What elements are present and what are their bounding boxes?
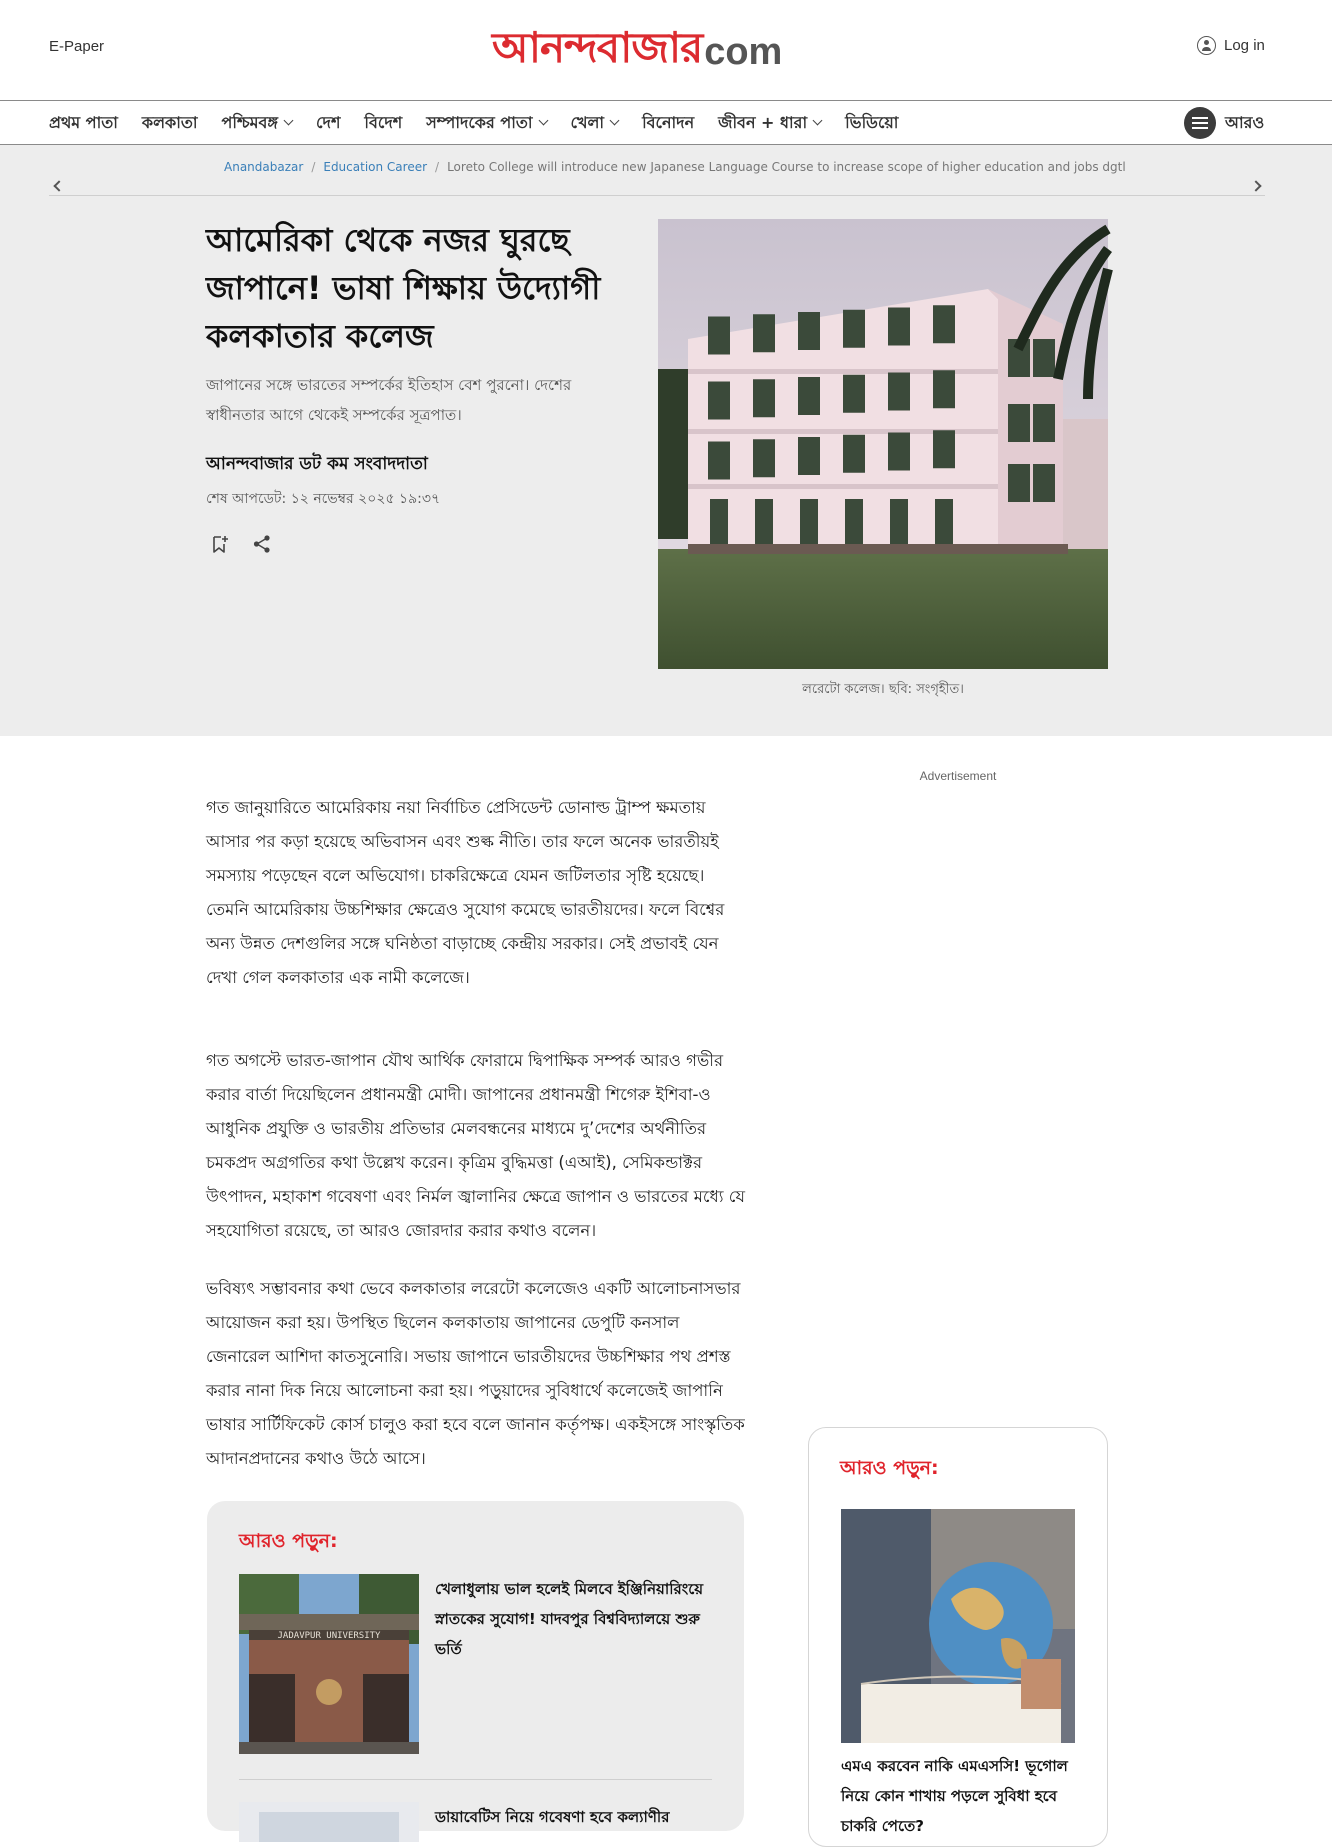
main-nav	[0, 101, 1332, 145]
nav-item[interactable]	[571, 110, 619, 137]
read-more-thumbnail[interactable]	[239, 1574, 419, 1754]
chevron-down-icon	[538, 116, 548, 126]
sidebar-read-more-title: আরও পড়ুন:	[840, 1457, 939, 1479]
scroll-left-icon[interactable]	[53, 180, 64, 191]
nav-item-label: ভিডিয়ো	[845, 112, 899, 132]
nav-item[interactable]	[222, 110, 293, 137]
breadcrumb-current: Loreto College will introduce new Japanese Language Course to increase scope of higher education and jobs dgtl	[447, 160, 1126, 174]
nav-item[interactable]	[642, 110, 694, 137]
sidebar-read-more	[808, 1427, 1108, 1847]
read-more-box	[207, 1501, 744, 1831]
article-hero	[0, 145, 1332, 736]
share-icon[interactable]	[252, 534, 272, 554]
article-paragraph: গত জানুয়ারিতে আমেরিকায় নয়া নির্বাচিত প্রেসিডেন্ট ডোনাল্ড ট্রাম্প ক্ষমতায় আসার পর কড়া হয়েছে অভিবাসন এবং শুল্ক নীতি। তার ফলে অনেক ভারতীয়ই সমস্যায় পড়েছেন বলে অভিযোগ। চাকরিক্ষেত্রে যেমন জটিলতার সৃষ্টি হয়েছে। তেমনি আমেরিকায় উচ্চশিক্ষার ক্ষেত্রেও সুযোগ কমেছে ভারতীয়দের। ফলে বিশ্বের অন্য উন্নত দেশগুলির সঙ্গে ঘনিষ্ঠতা বাড়াচ্ছে কেন্দ্রীয় সরকার। সেই প্রভাবই যেন দেখা গেল কলকাতার এক নামী কলেজে।	[206, 798, 725, 987]
image-caption: লরেটো কলেজ। ছবি: সংগৃহীত।	[802, 682, 964, 697]
nav-item[interactable]	[845, 110, 898, 137]
login-label: Log in	[1224, 37, 1265, 54]
read-more-item[interactable]	[239, 1802, 714, 1842]
bookmark-icon[interactable]	[210, 534, 230, 554]
nav-item[interactable]	[49, 110, 118, 137]
thumbnail-sign-text: JADAVPUR UNIVERSITY	[277, 1631, 381, 1641]
breadcrumb-section[interactable]: Education Career	[323, 160, 428, 174]
nav-item-label: সম্পাদকের পাতা	[426, 112, 533, 132]
article-main-image[interactable]	[658, 219, 1108, 669]
article-paragraph: ভবিষ্যৎ সম্ভাবনার কথা ভেবে কলকাতার লরেটো কলেজেও একটি আলোচনাসভার আয়োজন করা হয়। উপস্থিত ছিলেন কলকাতায় জাপানের ডেপুটি কনসাল জেনারেল আশিদা কাতসুনোরি। সভায় জাপানে ভারতীয়দের উচ্চশিক্ষার পথ প্রশস্ত করার নানা দিক নিয়ে আলোচনা করা হয়। পড়ুয়াদের সুবিধার্থে কলেজেই জাপানি ভাষার সার্টিফিকেট কোর্স চালুও করা হবে বলে জানান কর্তৃপক্ষ। একইসঙ্গে সাংস্কৃতিক আদানপ্রদানের কথাও উঠে আসে।	[206, 1279, 745, 1468]
user-icon	[1197, 36, 1216, 55]
read-more-divider	[239, 1779, 712, 1780]
chevron-down-icon	[813, 116, 823, 126]
nav-item-label: কলকাতা	[141, 112, 198, 132]
hamburger-icon	[1184, 107, 1216, 139]
article-actions	[210, 534, 272, 554]
chevron-down-icon	[610, 116, 620, 126]
login-button[interactable]	[1197, 36, 1265, 55]
nav-item-label: পশ্চিমবঙ্গ	[221, 112, 279, 132]
nav-item[interactable]	[142, 110, 198, 137]
nav-item[interactable]	[316, 110, 340, 137]
nav-item-label: জীবন + ধারা	[718, 112, 808, 132]
read-more-item[interactable]	[239, 1574, 714, 1754]
scroll-right-icon[interactable]	[1250, 180, 1261, 191]
sidebar-read-more-thumbnail[interactable]	[841, 1509, 1075, 1743]
nav-item[interactable]	[426, 110, 546, 137]
article-updated: শেষ আপডেট: ১২ নভেম্বর ২০২৫ ১৯:৩৭	[206, 491, 441, 507]
article-paragraph: গত অগস্টে ভারত-জাপান যৌথ আর্থিক ফোরামে দ্বিপাক্ষিক সম্পর্ক আরও গভীর করার বার্তা দিয়েছিলেন প্রধানমন্ত্রী মোদী। জাপানের প্রধানমন্ত্রী শিগেরু ইশিবা-ও আধুনিক প্রযুক্তি ও ভারতীয় প্রতিভার মেলবন্ধনের মাধ্যমে দু’দেশের অর্থনীতির চমকপ্রদ অগ্রগতির কথা উল্লেখ করেন। কৃত্রিম বুদ্ধিমত্তা (এআই), সেমিকন্ডাক্টর উৎপাদন, মহাকাশ গবেষণা এবং নির্মল জ্বালানির ক্ষেত্রে জাপান ও ভারতের মধ্যে যে সহযোগিতা রয়েছে, তা আরও জোরদার করার কথাও বলেন।	[206, 1051, 745, 1240]
breadcrumb	[224, 160, 1126, 174]
nav-item-label: বিনোদন	[642, 112, 695, 132]
nav-item-label: দেশ	[316, 112, 341, 132]
read-more-thumbnail[interactable]	[239, 1802, 419, 1842]
epaper-link[interactable]: E-Paper	[49, 38, 105, 55]
read-more-title: আরও পড়ুন:	[239, 1530, 338, 1552]
breadcrumb-divider	[49, 195, 1265, 196]
logo-wordmark: আনন্দবাজার	[492, 23, 703, 72]
article-author[interactable]: আনন্দবাজার ডট কম সংবাদদাতা	[206, 454, 428, 474]
nav-item[interactable]	[718, 110, 821, 137]
breadcrumb-separator: /	[435, 160, 440, 174]
logo-suffix: com	[704, 31, 783, 73]
site-logo[interactable]	[492, 14, 782, 76]
nav-items	[49, 101, 922, 145]
read-more-headline[interactable]: ডায়াবেটিস নিয়ে গবেষণা হবে কল্যাণীর	[435, 1808, 670, 1826]
read-more-headline[interactable]: খেলাধুলায় ভাল হলেই মিলবে ইঞ্জিনিয়ারিংয়ে স্নাতকের সুযোগ! যাদবপুর বিশ্ববিদ্যালয়ে শুরু ভর্তি	[435, 1580, 704, 1658]
chevron-down-icon	[284, 116, 294, 126]
breadcrumb-separator: /	[311, 160, 316, 174]
article-headline: আমেরিকা থেকে নজর ঘুরছে জাপানে! ভাষা শিক্ষায় উদ্যোগী কলকাতার কলেজ	[206, 221, 601, 355]
nav-item-label: বিদেশ	[364, 112, 403, 132]
nav-item-label: প্রথম পাতা	[49, 112, 118, 132]
nav-item[interactable]	[364, 110, 402, 137]
nav-item-label: খেলা	[570, 112, 605, 132]
more-label: আরও	[1225, 112, 1265, 132]
article-standfirst: জাপানের সঙ্গে ভারতের সম্পর্কের ইতিহাস বেশ পুরনো। দেশের স্বাধীনতার আগে থেকেই সম্পর্কের সূত্রপাত।	[206, 376, 572, 424]
site-header	[0, 0, 1332, 101]
more-menu-button[interactable]	[1184, 107, 1264, 139]
breadcrumb-home[interactable]: Anandabazar	[224, 160, 304, 174]
advertisement-label: Advertisement	[919, 769, 997, 783]
sidebar-read-more-headline[interactable]: এমএ করবেন নাকি এমএসসি! ভূগোল নিয়ে কোন শাখায় পড়লে সুবিধা হবে চাকরি পেতে?	[841, 1757, 1068, 1835]
